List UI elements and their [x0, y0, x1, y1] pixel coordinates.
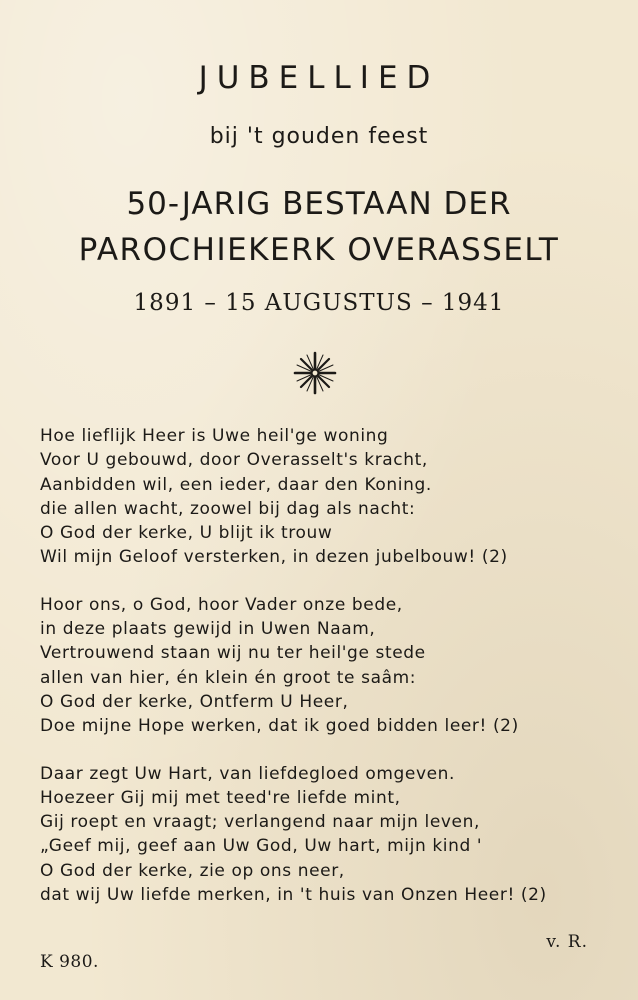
verse-line: O God der kerke, U blijt ik trouw — [40, 523, 333, 544]
asterisk-star-ornament-icon — [292, 350, 338, 396]
stanza-2 — [40, 593, 620, 739]
print-code: K 980. — [40, 952, 99, 972]
verse-line: Vertrouwend staan wij nu ter heil'ge stede — [40, 643, 426, 664]
verse-line: Daar zegt Uw Hart, van liefdegloed omgeven. — [40, 763, 456, 784]
stanza-1 — [40, 424, 620, 570]
headline-line-2: PAROCHIEKERK OVERASSELT — [78, 232, 560, 268]
dates: 1891 – 15 AUGUSTUS – 1941 — [133, 290, 505, 316]
verse-line: Wil mijn Geloof versterken, in dezen jubelbouw! (2) — [40, 547, 508, 568]
subtitle: bij 't gouden feest — [209, 124, 429, 149]
headline-line-1: 50-JARIG BESTAAN DER — [126, 186, 512, 222]
verse-line: Hoor ons, o God, hoor Vader onze bede, — [40, 594, 403, 615]
verse-line: O God der kerke, zie op ons neer, — [40, 860, 345, 881]
hymn-verses — [40, 424, 620, 930]
verse-line: Hoe lieflijk Heer is Uwe heil'ge woning — [40, 426, 389, 446]
title: JUBELLIED — [198, 60, 440, 96]
verse-line: in deze plaats gewijd in Uwen Naam, — [40, 619, 376, 640]
verse-line: O God der kerke, Ontferm U Heer, — [40, 691, 349, 712]
stanza-3 — [40, 762, 620, 908]
verse-line: Doe mijne Hope werken, dat ik goed bidden leer! (2) — [40, 716, 519, 737]
verse-line: Gij roept en vraagt; verlangend naar mijn leven, — [40, 812, 480, 833]
author-initials: v. R. — [546, 932, 588, 952]
verse-line: die allen wacht, zoowel bij dag als nacht: — [40, 498, 416, 519]
verse-line: „Geef mij, geef aan Uw God, Uw hart, mijn kind ' — [40, 836, 483, 857]
verse-line: Aanbidden wil, een ieder, daar den Koning. — [40, 474, 432, 495]
verse-line: Voor U gebouwd, door Overasselt's kracht, — [40, 450, 428, 471]
verse-line: Hoezeer Gij mij met teed're liefde mint, — [40, 787, 401, 808]
verse-line: allen van hier, én klein én groot te saâm: — [40, 667, 417, 688]
verse-line: dat wij Uw liefde merken, in 't huis van Onzen Heer! (2) — [40, 885, 547, 906]
